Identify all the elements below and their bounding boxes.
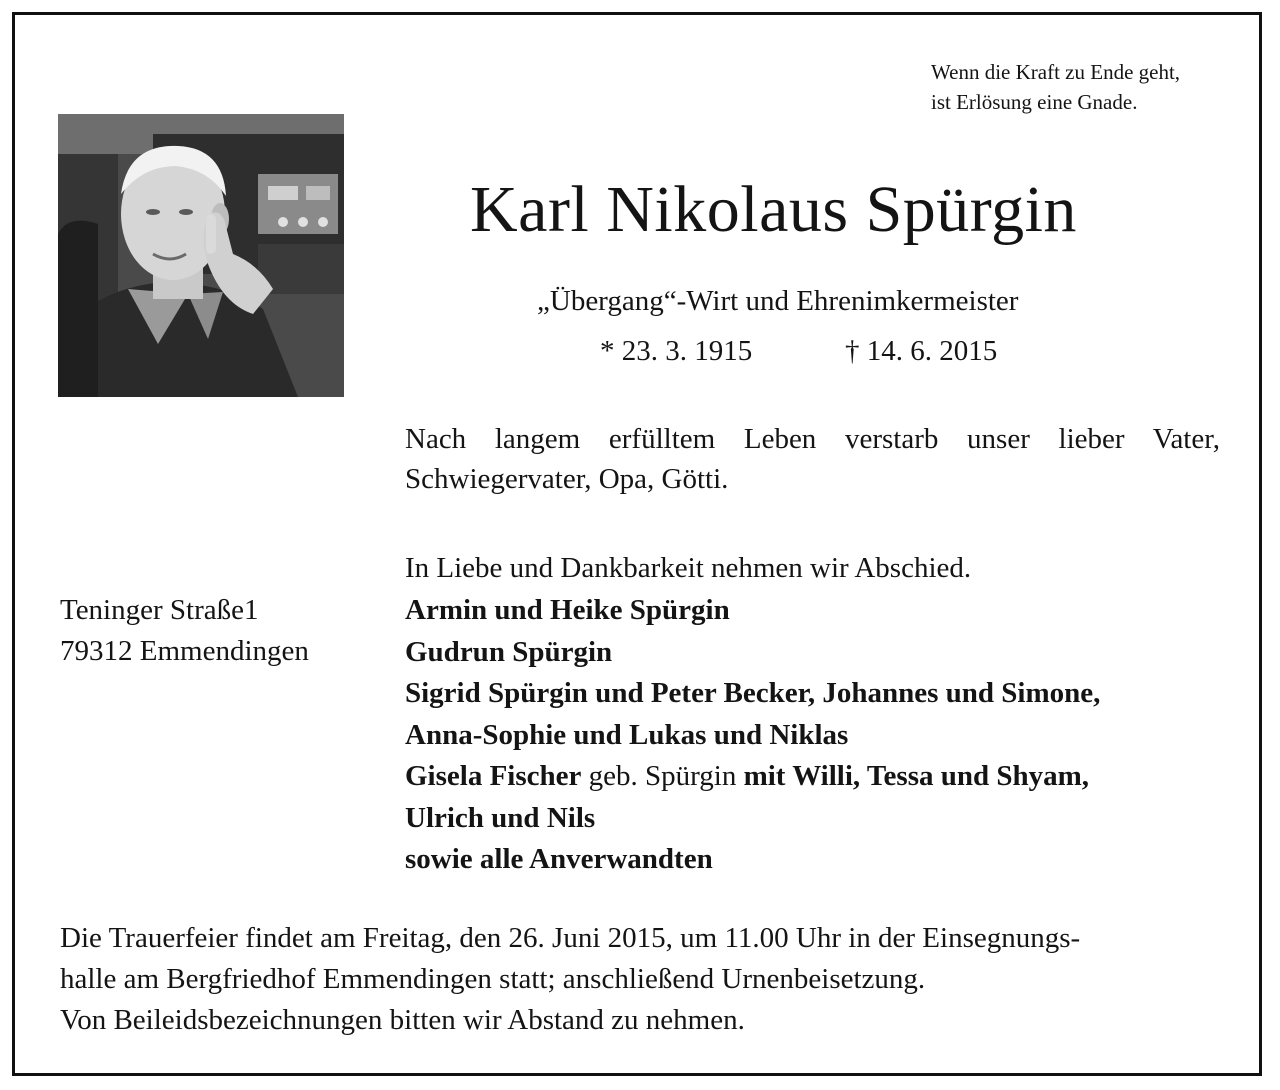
intro-line-2: Schwiegervater, Opa, Götti. xyxy=(405,463,729,495)
mourner-line-2: Gudrun Spürgin xyxy=(405,635,613,668)
mourners-list xyxy=(405,590,1225,881)
mourner-line-5-name: Gisela Fischer xyxy=(405,760,582,792)
mourner-line-7: sowie alle Anverwandten xyxy=(405,843,713,875)
mourner-line-5-birthname: geb. Spürgin xyxy=(581,760,744,792)
mourner-line-3: Sigrid Spürgin und Peter Becker, Johannes und Simone, xyxy=(405,677,1101,709)
mourner-line-5 xyxy=(405,756,1225,798)
motto-line-1: Wenn die Kraft zu Ende geht, xyxy=(931,60,1181,84)
portrait-photo-icon xyxy=(58,114,344,397)
motto-line-2: ist Erlösung eine Gnade. xyxy=(931,90,1138,114)
closing-line-3: Von Beileidsbezeichnungen bitten wir Abstand zu nehmen. xyxy=(60,1004,745,1036)
motto-quote xyxy=(931,57,1251,117)
closing-text xyxy=(60,918,1225,1041)
deceased-name: Karl Nikolaus Spürgin xyxy=(470,173,1077,246)
intro-line-1: Nach langem erfülltem Leben verstarb unser lieber Vater, xyxy=(405,423,1220,455)
mourner-line-4: Anna-Sophie und Lukas und Niklas xyxy=(405,718,849,751)
address-city: 79312 Emmendingen xyxy=(60,635,309,667)
birth-date: * 23. 3. 1915 xyxy=(600,335,753,367)
farewell-text: In Liebe und Dankbarkeit nehmen wir Abschied. xyxy=(405,552,972,584)
deceased-title: „Übergang“-Wirt und Ehrenimkermeister xyxy=(537,285,1019,317)
closing-line-2: halle am Bergfriedhof Emmendingen statt; anschließend Urnenbeisetzung. xyxy=(60,963,926,995)
closing-line-1: Die Trauerfeier findet am Freitag, den 26. Juni 2015, um 11.00 Uhr in der Einsegnungs- xyxy=(60,922,1081,954)
mourner-line-1: Armin und Heike Spürgin xyxy=(405,594,730,626)
portrait-photo xyxy=(58,114,344,397)
intro-text xyxy=(405,419,1220,499)
address-block xyxy=(60,590,309,672)
mourner-line-6: Ulrich und Nils xyxy=(405,801,596,834)
mourner-line-5-family: mit Willi, Tessa und Shyam, xyxy=(743,760,1090,792)
address-street: Teninger Straße1 xyxy=(60,594,259,626)
death-date: † 14. 6. 2015 xyxy=(845,335,998,367)
